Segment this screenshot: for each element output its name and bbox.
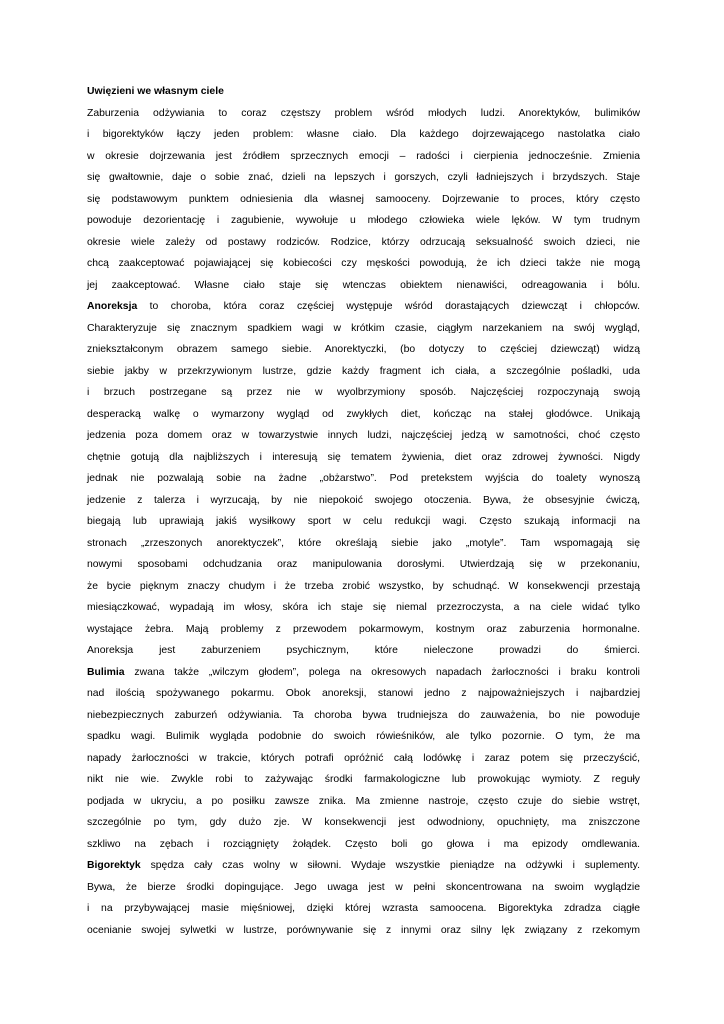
text-line: Anoreksja jest zaburzeniem psychicznym, które nieleczone prowadzi do śmierci. bbox=[87, 645, 640, 656]
document-page bbox=[87, 81, 640, 941]
text-line: się gwałtownie, daje o sobie znać, dzieli na lepszych i gorszych, czyli ładniejszych i brzydszych. Staje bbox=[87, 172, 640, 183]
document-body bbox=[87, 103, 640, 942]
text-line: szczególnie po tym, gdy dużo zje. W konsekwencji jest odwodniony, opuchnięty, ma zniszczone bbox=[87, 817, 640, 828]
bold-term: Anoreksja bbox=[87, 301, 138, 312]
text-line: się podstawowym punktem odniesienia dla własnej samooceny. Dojrzewanie to proces, który często bbox=[87, 193, 640, 205]
text-line: miesiączkować, wypadają im włosy, skóra ich staje się niemal przezroczysta, a na ciele widać tylko bbox=[87, 602, 640, 613]
text-line: i bigorektyków łączy jeden problem: własne ciało. Dla każdego dojrzewającego nastolatka ciało bbox=[87, 129, 640, 140]
text-line: siebie jakby w przekrzywionym lustrze, gdzie każdy fragment ich ciała, a szczególnie pośladki, uda bbox=[87, 365, 640, 377]
text-line: okresie wiele zależy od postawy rodziców. Rodzice, którzy odrzucają seksualność swoich dzieci, nie bbox=[87, 236, 640, 248]
text-line: zniekształconym obrazem samego siebie. Anorektyczki, (bo dotyczy to częściej dziewcząt) widzą bbox=[87, 344, 640, 355]
text-line: Bywa, że bierze środki dopingujące. Jego uwaga jest w pełni skoncentrowana na swoim wyglądzie bbox=[87, 881, 640, 893]
text-line: nowymi sposobami odchudzania oraz manipulowania dorosłymi. Utwierdzają się w przekonaniu, bbox=[87, 559, 640, 570]
text-line: jedzenie z talerza i wyrzucają, by nie niepokoić swojego otoczenia. Bywa, że obsesyjnie ćwiczą, bbox=[87, 494, 640, 506]
text-line: jedzenia poza domem oraz w towarzystwie innych ludzi, najczęściej jedzą w samotności, choć często bbox=[87, 430, 640, 441]
document-title: Uwięzieni we własnym ciele bbox=[87, 86, 224, 97]
text-line: spadku wagi. Bulimik wygląda podobnie do swoich rówieśników, ale tylko pozornie. O tym, że ma bbox=[87, 731, 640, 742]
text-line: stronach „zrzeszonych anorektyczek”, które określają siebie jako „motyle”. Tam wspomagają się bbox=[87, 537, 640, 549]
bold-term: Bulimia bbox=[87, 666, 125, 678]
text-line: Bulimia zwana także „wilczym głodem”, polega na okresowych napadach żarłoczności i braku kontroli bbox=[87, 666, 640, 678]
text-line: jednak nie pozwalają sobie na żadne „obżarstwo”. Pod pretekstem wyjścia do toalety wynoszą bbox=[87, 473, 640, 484]
text-line: napady żarłoczności w trakcie, których potrafi opróżnić całą lodówkę i zaraz potem się przeczyścić, bbox=[87, 752, 640, 764]
text-line: i brzuch postrzegane są przez nie w wyolbrzymiony sposób. Najczęściej rozpoczynają swoją bbox=[87, 387, 640, 398]
text-line: desperacką walkę o wymarzony wygląd od zwykłych diet, kończąc na stałej głodówce. Unikają bbox=[87, 408, 640, 420]
text-line: Anoreksja to choroba, która coraz częściej występuje wśród dorastających dziewcząt i chłopców. bbox=[87, 301, 640, 312]
text-line: jej zaakceptować. Własne ciało staje się wtenczas obiektem nienawiści, odreagowania i bólu. bbox=[87, 279, 640, 291]
text-line: powoduje dezorientację i zagubienie, wywołuje u młodego człowieka wiele lęków. W tym trudnym bbox=[87, 215, 640, 226]
text-line: Charakteryzuje się znacznym spadkiem wagi w krótkim czasie, ciągłym narzekaniem na swój wygląd, bbox=[87, 322, 640, 334]
text-line: nad ilością spożywanego pokarmu. Obok anoreksji, stanowi jedno z najpoważniejszych i najbardziej bbox=[87, 688, 640, 699]
bold-term: Bigorektyk bbox=[87, 860, 141, 871]
text-line: Bigorektyk spędza cały czas wolny w siłowni. Wydaje wszystkie pieniądze na odżywki i suplementy. bbox=[87, 860, 640, 871]
text-line: szkliwo na zębach i rozciągnięty żołądek. Często boli go głowa i ma epizody omdlewania. bbox=[87, 838, 640, 850]
text-line: biegają lub uprawiają jakiś wysiłkowy sport w celu redukcji wagi. Często szukają informacji na bbox=[87, 516, 640, 527]
text-line: w okresie dojrzewania jest źródłem sprzecznych emocji – radości i cierpienia jednocześnie. Zmienia bbox=[87, 150, 640, 162]
text-line: nikt nie wie. Zwykle robi to zażywając środki farmakologiczne lub prowokując wymioty. Z reguły bbox=[87, 774, 640, 785]
text-line: chętnie gotują dla najbliższych i interesują się tematem żywienia, diet oraz zdrowej żywności. Nigdy bbox=[87, 451, 640, 463]
text-line: podjada w ukryciu, a po posiłku zawsze znika. Ma zmienne nastroje, często czuje do siebie wstręt, bbox=[87, 795, 640, 807]
text-line: że bycie pięknym znaczy chudym i że trzeba zrobić wszystko, by schudnąć. W konsekwencji przestają bbox=[87, 580, 640, 592]
text-line: niebezpiecznych zaburzeń odżywiania. Ta choroba bywa trudniejsza do zauważenia, bo nie powoduje bbox=[87, 709, 640, 721]
text-line: Zaburzenia odżywiania to coraz częstszy problem wśród młodych ludzi. Anorektyków, bulimików bbox=[87, 107, 640, 119]
text-line: chcą zaakceptować pojawiającej się kobiecości czy męskości powodują, że ich dzieci także nie mogą bbox=[87, 258, 640, 269]
text-line: wystające żebra. Mają problemy z przewodem pokarmowym, kostnym oraz zaburzenia hormonalne. bbox=[87, 623, 640, 635]
text-line: i na przybywającej masie mięśniowej, dzięki której wzrasta samoocena. Bigorektyka zdradza ciągłe bbox=[87, 903, 640, 914]
text-line: ocenianie swojej sylwetki w lustrze, porównywanie się z innymi oraz silny lęk związany z rzekomym bbox=[87, 924, 640, 936]
